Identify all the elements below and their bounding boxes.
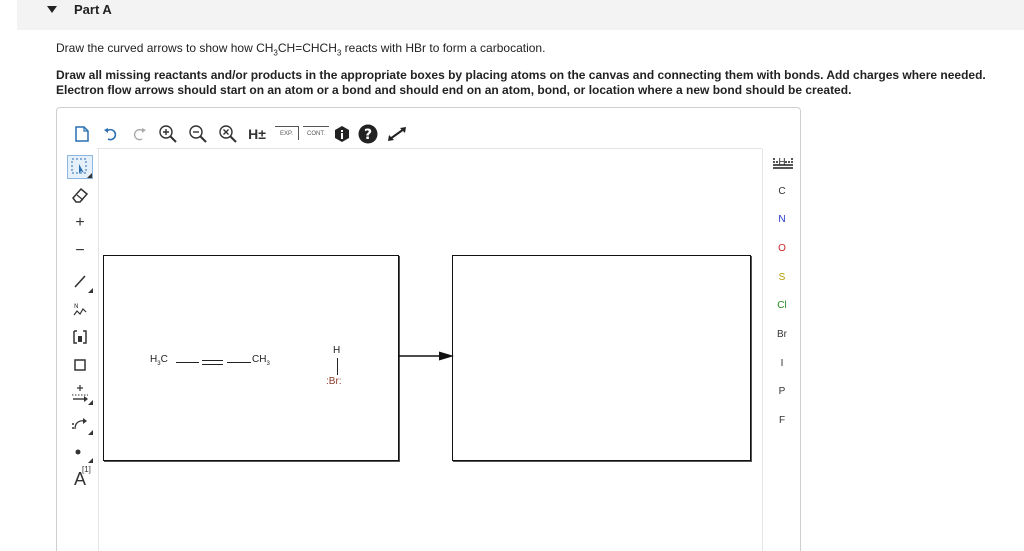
element-c-button[interactable]: C	[778, 186, 786, 197]
hydrogen-toggle-button[interactable]: H±	[248, 126, 266, 142]
left-methyl-c: C	[160, 354, 168, 365]
help-icon[interactable]	[357, 123, 379, 145]
template-tool[interactable]	[67, 325, 93, 349]
element-br-button[interactable]: Br	[777, 329, 787, 340]
contract-button[interactable]: CONT.	[303, 126, 329, 140]
part-header[interactable]	[17, 0, 1024, 30]
redo-icon[interactable]	[129, 123, 149, 145]
element-p-button[interactable]: P	[778, 386, 786, 397]
element-cl-button[interactable]: Cl	[777, 300, 787, 311]
single-bond-right[interactable]	[227, 362, 251, 363]
zoom-in-icon[interactable]	[157, 123, 179, 145]
ring-tool[interactable]	[67, 353, 93, 377]
text-tool[interactable]	[67, 467, 93, 491]
question-prompt	[56, 41, 545, 57]
reactant-right-methyl[interactable]	[252, 354, 270, 367]
prompt-text-3: reacts with HBr to form a carbocation.	[341, 41, 546, 55]
element-i-button[interactable]: I	[780, 358, 784, 369]
zoom-out-icon[interactable]	[187, 123, 209, 145]
undo-icon[interactable]	[101, 123, 121, 145]
expand-button[interactable]: EXP.	[275, 126, 299, 140]
add-charge-plus-button[interactable]: +	[75, 214, 85, 231]
instructions	[56, 68, 986, 98]
element-n-button[interactable]: N	[778, 214, 786, 225]
product-box[interactable]	[452, 255, 751, 461]
atom-map-label: [1]	[82, 465, 91, 474]
reaction-arrow-tool[interactable]	[67, 381, 93, 405]
prompt-text-1: Draw the curved arrows to show how CH	[56, 41, 274, 55]
info-icon[interactable]	[333, 123, 351, 145]
hbr-bromine[interactable]: :Br:	[326, 376, 342, 387]
element-s-button[interactable]: S	[778, 272, 786, 283]
single-bond-tool[interactable]	[67, 269, 93, 293]
text-tool-label: A	[73, 468, 86, 489]
new-document-icon[interactable]	[73, 123, 91, 145]
hbr-hydrogen[interactable]: H	[333, 345, 341, 356]
h-br-bond[interactable]	[337, 358, 338, 375]
prompt-text-2: CH=CHCH	[277, 41, 337, 55]
right-methyl-ch: CH	[252, 354, 267, 365]
instructions-line-2: Electron flow arrows should start on an atom or a bond and should end on an atom, bond, or location where a new bond should be created.	[56, 83, 852, 97]
element-o-button[interactable]: O	[778, 243, 786, 254]
left-methyl-h: H	[150, 354, 158, 365]
left-toolbar	[57, 149, 97, 551]
zoom-reset-icon[interactable]	[217, 123, 239, 145]
chain-tool[interactable]	[67, 297, 93, 321]
right-methyl-sub: 3	[266, 361, 270, 367]
reactant-box[interactable]	[103, 255, 399, 461]
left-methyl-sub: 3	[157, 361, 161, 367]
add-charge-minus-button[interactable]: −	[75, 242, 85, 259]
double-bond-line-1[interactable]	[202, 360, 223, 361]
fullscreen-icon[interactable]	[385, 123, 409, 145]
curved-arrow-tool[interactable]	[67, 411, 93, 435]
radical-dot-tool[interactable]	[67, 439, 93, 463]
double-bond-line-2[interactable]	[202, 364, 223, 365]
prompt-sub-1: 3	[273, 48, 278, 58]
svg-text:?: ?	[363, 127, 373, 143]
top-toolbar	[57, 108, 800, 148]
prompt-sub-2: 3	[336, 48, 342, 58]
collapse-caret-icon[interactable]	[47, 6, 57, 13]
element-palette	[762, 149, 800, 551]
reaction-arrow[interactable]	[399, 351, 455, 361]
svg-text:N: N	[74, 303, 79, 310]
reactant-left-methyl[interactable]	[150, 354, 168, 367]
element-f-button[interactable]: F	[778, 415, 786, 426]
single-bond-left[interactable]	[176, 362, 199, 363]
drawing-canvas[interactable]	[99, 149, 762, 551]
lasso-select-tool[interactable]	[67, 155, 93, 179]
drawing-editor	[56, 107, 801, 551]
instructions-line-1: Draw all missing reactants and/or products in the appropriate boxes by placing atoms on the canvas and connecting them with bonds. Add charges where needed.	[56, 68, 986, 82]
eraser-icon[interactable]	[67, 183, 93, 207]
element-h-button[interactable]: H	[778, 157, 786, 168]
part-title: Part A	[74, 2, 112, 17]
